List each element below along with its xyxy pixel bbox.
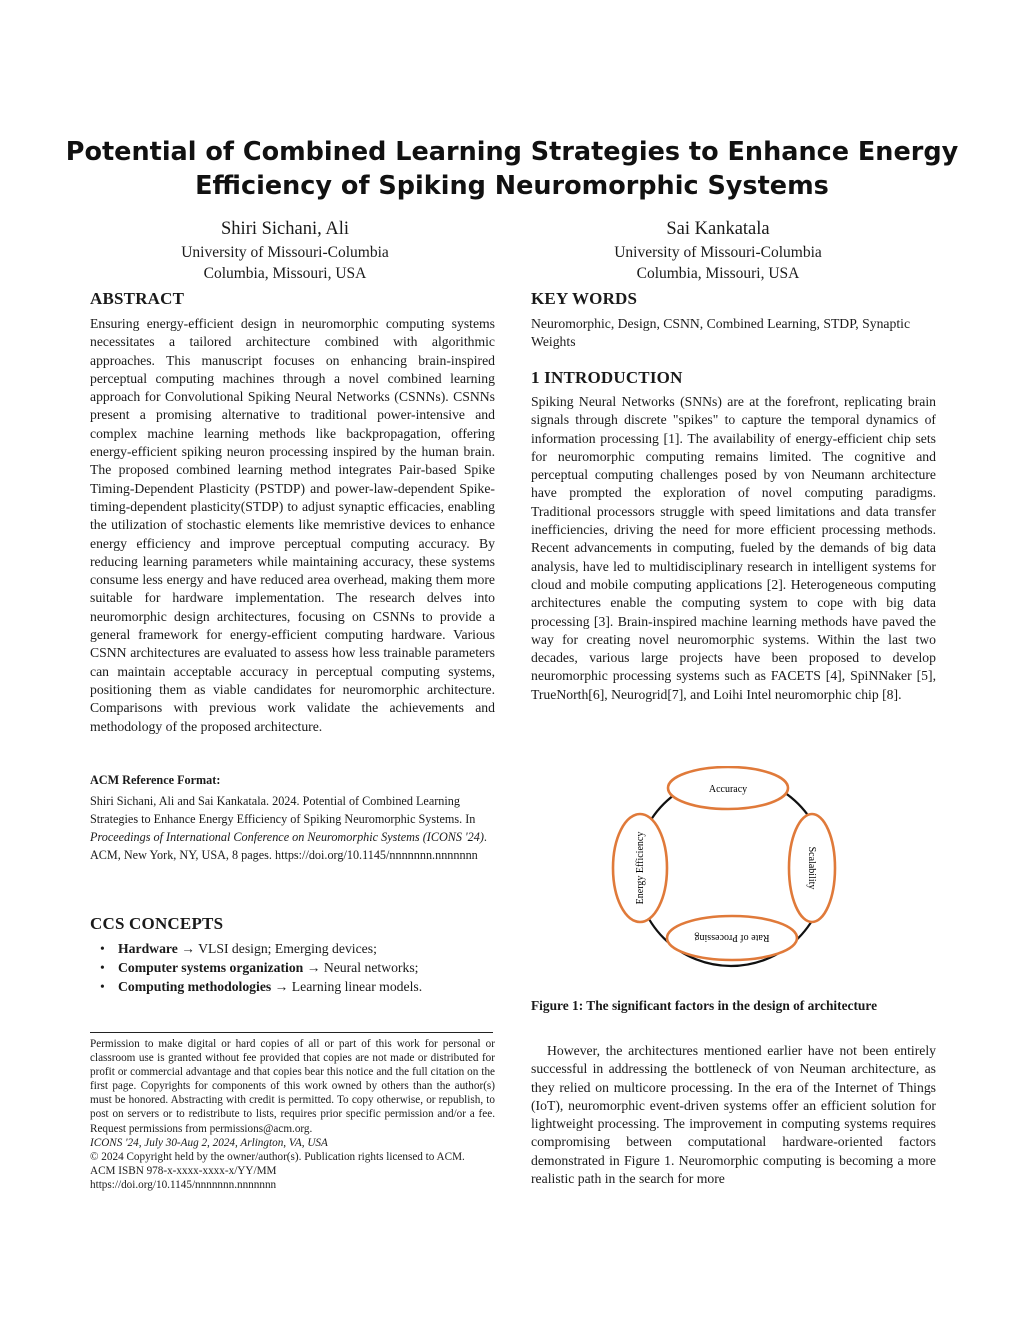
introduction-paragraph-2: However, the architectures mentioned earlier have not been entirely successful in addressing the bottleneck of von Neuman architecture, as they relied on multicore processing. In the era of the Internet of Things (IoT), neuromorphic event-driven systems offer an efficient solution for lightweight processing. The improvement in computing systems requires compromising between computational hardware-oriented factors demonstrated in Figure 1. Neuromorphic computing is becoming a more realistic path in the search for more	[531, 1043, 936, 1187]
scalability-label: Scalability	[806, 846, 817, 890]
ccs-item-category: Hardware	[118, 941, 178, 956]
author-2	[538, 216, 898, 284]
ccs-item	[112, 939, 495, 958]
paper-title: Potential of Combined Learning Strategies to Enhance Energy Efficiency of Spiking Neuromorphic Systems	[65, 137, 959, 201]
permission-block	[90, 1037, 495, 1192]
introduction-paragraph-1: Spiking Neural Networks (SNNs) are at the forefront, replicating brain signals through discrete "spikes" to capture the temporal dynamics of information processing [1]. The availability of energy-efficient chip sets for neuromorphic computing remains limited. The cognitive and perceptual computing challenges posed by von Neumann architecture have prompted the exploration of novel computing paradigms. Traditional processors struggle with speed limitations and data transfer inefficiencies, driving the need for more efficient processing methods. Recent advancements in computing, fueled by the demands of big data analysis, have led to multidisciplinary research in intelligent systems for cloud and mobile computing applications [2]. Heterogeneous computing architectures enable the computing system to cope with big data processing [3]. Brain-inspired machine learning methods have paved the way for creating novel neuromorphic systems. Within the last two decades, various large projects have been proposed to develop neuromorphic processing systems such as FACETS [4], SpiNNaker [5], TrueNorth[6], Neurogrid[7], and Loihi Intel neuromorphic chip [8].	[531, 394, 936, 702]
keywords-heading: KEY WORDS	[531, 289, 638, 308]
copyright-line: © 2024 Copyright held by the owner/author(s). Publication rights licensed to ACM.	[90, 1150, 465, 1163]
author-affiliation: University of Missouri-Columbia	[181, 244, 389, 261]
doi-link[interactable]: https://doi.org/10.1145/nnnnnnn.nnnnnnn	[90, 1178, 277, 1191]
author-location: Columbia, Missouri, USA	[203, 265, 367, 282]
energy-efficiency-label: Energy Efficiency	[635, 831, 646, 905]
conference-info: ICONS '24, July 30-Aug 2, 2024, Arlington, VA, USA	[90, 1136, 328, 1149]
acm-reference-citation: Shiri Sichani, Ali and Sai Kankatala. 2024. Potential of Combined Learning Strategies to Enhance Energy Efficiency of Spiking Neuromorphic Systems. In	[90, 794, 476, 826]
design-factors-diagram	[531, 766, 936, 976]
ccs-item	[112, 958, 495, 977]
acm-reference-text	[90, 792, 495, 864]
figure-1	[531, 766, 936, 1013]
ccs-section	[90, 913, 495, 996]
ccs-heading: CCS CONCEPTS	[90, 914, 224, 933]
introduction-continued	[531, 1042, 936, 1188]
abstract-text: Ensuring energy-efficient design in neuromorphic computing systems necessitates a tailored architecture combined with algorithmic approaches. This manuscript focuses on enhancing brain-inspired perceptual computing machines through a novel combined learning approach for Convolutional Spiking Neural Networks (CSNNs). CSNNs present a promising alternative to traditional power-intensive and complex machine learning methods like backpropagation, offering energy-efficient spiking neuron processing inspired by the human brain. The proposed combined learning method integrates Pair-based Spike Timing-Dependent Plasticity (PSTDP) and power-law-dependent Spike-timing-dependent plasticity(STDP) to adjust synaptic efficacies, enabling the utilization of stochastic elements like memristive devices to enhance energy efficiency and improve perceptual computing accuracy. By reducing learning parameters while maintaining accuracy, these systems consume less energy and have reduced area overhead, making them more suitable for hardware implementation. The research delves into neuromorphic design architectures, focusing on CSNNs to provide a general framework for energy-efficient computing hardware. Various CSNN architectures are evaluated to assess how less trainable parameters can maintain acceptable accuracy in perceptual computing systems, positioning them as viable candidates for neuromorphic architecture. Comparisons with previous work validate the achievements and methodology of the proposed architecture.	[90, 316, 495, 734]
ccs-item-detail: → Learning linear models.	[271, 979, 423, 994]
abstract-heading: ABSTRACT	[90, 289, 185, 308]
acm-reference-venue: Proceedings of International Conference on Neuromorphic Systems (ICONS '24)	[90, 830, 484, 844]
figure-caption: Figure 1: The significant factors in the design of architecture	[531, 998, 878, 1013]
author-location: Columbia, Missouri, USA	[636, 265, 800, 282]
acm-reference-publisher: . ACM, New York, NY, USA, 8 pages. https://doi.org/10.1145/nnnnnnn.nnnnnnn	[90, 830, 487, 862]
author-name: Sai Kankatala	[666, 219, 770, 239]
author-name: Shiri Sichani, Ali	[221, 219, 349, 239]
accuracy-label: Accuracy	[708, 784, 748, 795]
rate-of-processing-label: Rate of Processing	[694, 932, 770, 943]
ccs-item-detail: → VLSI design; Emerging devices;	[177, 941, 377, 956]
author-1	[105, 216, 465, 284]
footnote-divider	[90, 1032, 493, 1033]
introduction-heading: 1 INTRODUCTION	[531, 368, 683, 387]
ccs-list	[90, 939, 495, 996]
ccs-item	[112, 977, 495, 996]
keywords-text: Neuromorphic, Design, CSNN, Combined Learning, STDP, Synaptic Weights	[531, 316, 911, 350]
author-affiliation: University of Missouri-Columbia	[614, 244, 822, 261]
ccs-item-category: Computer systems organization	[118, 960, 304, 975]
ccs-item-detail: → Neural networks;	[303, 960, 419, 975]
acm-reference-heading: ACM Reference Format:	[90, 773, 221, 787]
ccs-item-category: Computing methodologies	[118, 979, 272, 994]
acm-reference	[90, 772, 495, 864]
introduction-section	[531, 367, 936, 704]
abstract-section	[90, 288, 495, 736]
isbn-line: ACM ISBN 978-x-xxxx-xxxx-x/YY/MM	[90, 1164, 277, 1177]
permission-text: Permission to make digital or hard copies of all or part of this work for personal or classroom use is granted without fee provided that copies are not made or distributed for profit or commercial advantage and that copies bear this notice and the full citation on the first page. Copyrights for components of this work owned by others than the author(s) must be honored. Abstracting with credit is permitted. To copy otherwise, or republish, to post on servers or to redistribute to lists, requires prior specific permission and/or a fee. Request permissions from permissions@acm.org.	[90, 1038, 495, 1135]
keywords-section	[531, 288, 936, 352]
